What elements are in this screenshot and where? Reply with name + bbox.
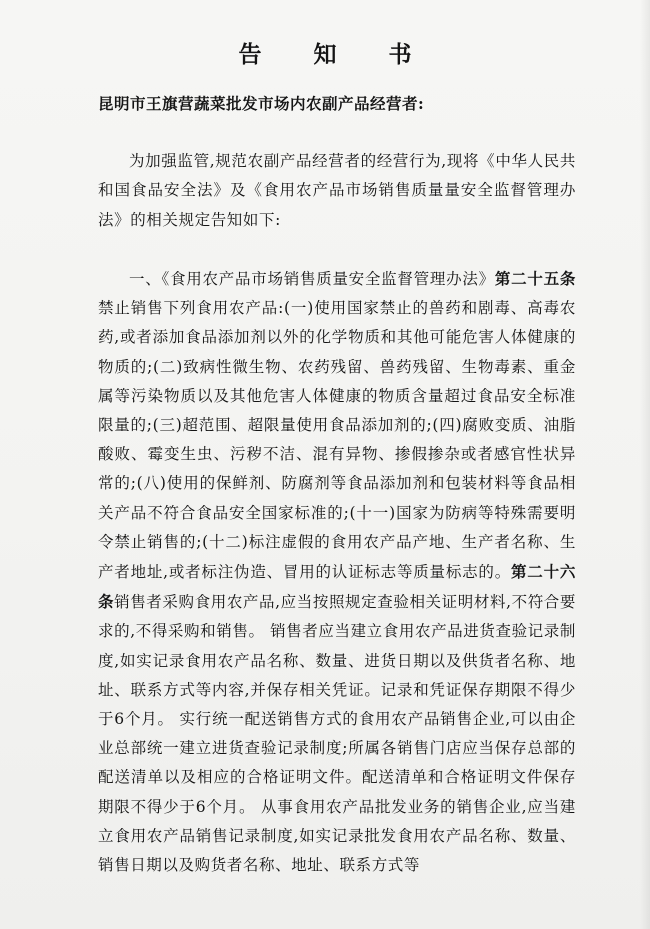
clause-paragraph [98,264,576,880]
addressee-line: 昆明市王旗营蔬菜批发市场内农副产品经营者: [98,94,425,113]
article-26-label: 第二十六条 [98,562,576,612]
clause-1-prefix: 一、《食用农产品市场销售质量安全监督管理办法》 [129,270,495,289]
document-title: 告 知 书 [238,41,434,68]
clause-1-text: 禁止销售下列食用农产品:(一)使用国家禁止的兽药和剧毒、高毒农药,或者添加食品添加剂以外的化学物质和其他可能危害人体健康的物质的;(二)致病性微生物、农药残留、兽药残留、生物毒素、重金属等污染物质以及其他危害人体健康的物质含量超过食品安全标准限量的;(三)超范围、超限量使用食品添加剂的;(四)腐败变质、油脂酸败、霉变生虫、污秽不洁、混有异物、掺假掺杂或者感官性状异常的;(八)使用的保鲜剂、防腐剂等食品添加剂和包装材料等食品相关产品不符合食品安全国家标准的;(十一)国家为防病等特殊需要明令禁止销售的;(十二)标注虚假的食用农产品产地、生产者名称、生产者地址,或者标注伪造、冒用的认证标志等质量标志的。 [98,299,576,582]
article-25-label: 第二十五条 [494,269,576,289]
document-body [98,118,576,909]
clause-2-text: 销售者采购食用农产品,应当按照规定查验相关证明材料,不符合要求的,不得采购和销售。 销售者应当建立食用农产品进货查验记录制度,如实记录食用农产品名称、数量、进货日期以及供货者名称、地址、联系方式等内容,并保存相关凭证。记录和凭证保存期限不得少于6个月。 实行统一配送销售方式的食用农产品销售企业,可以由企业总部统一建立进货查验记录制度;所属各销售门店应当保存总部的配送清单以及相应的合格证明文件。配送清单和合格证明文件保存期限不得少于6个月。 从事食用农产品批发业务的销售企业,应当建立食用农产品销售记录制度,如实记录批发食用农产品名称、数量、销售日期以及购货者名称、地址、联系方式等 [98,593,576,875]
intro-paragraph: 为加强监管,规范农副产品经营者的经营行为,现将《中华人民共和国食品安全法》及《食用农产品市场销售质量量安全监督管理办法》的相关规定告知如下: [98,152,576,229]
